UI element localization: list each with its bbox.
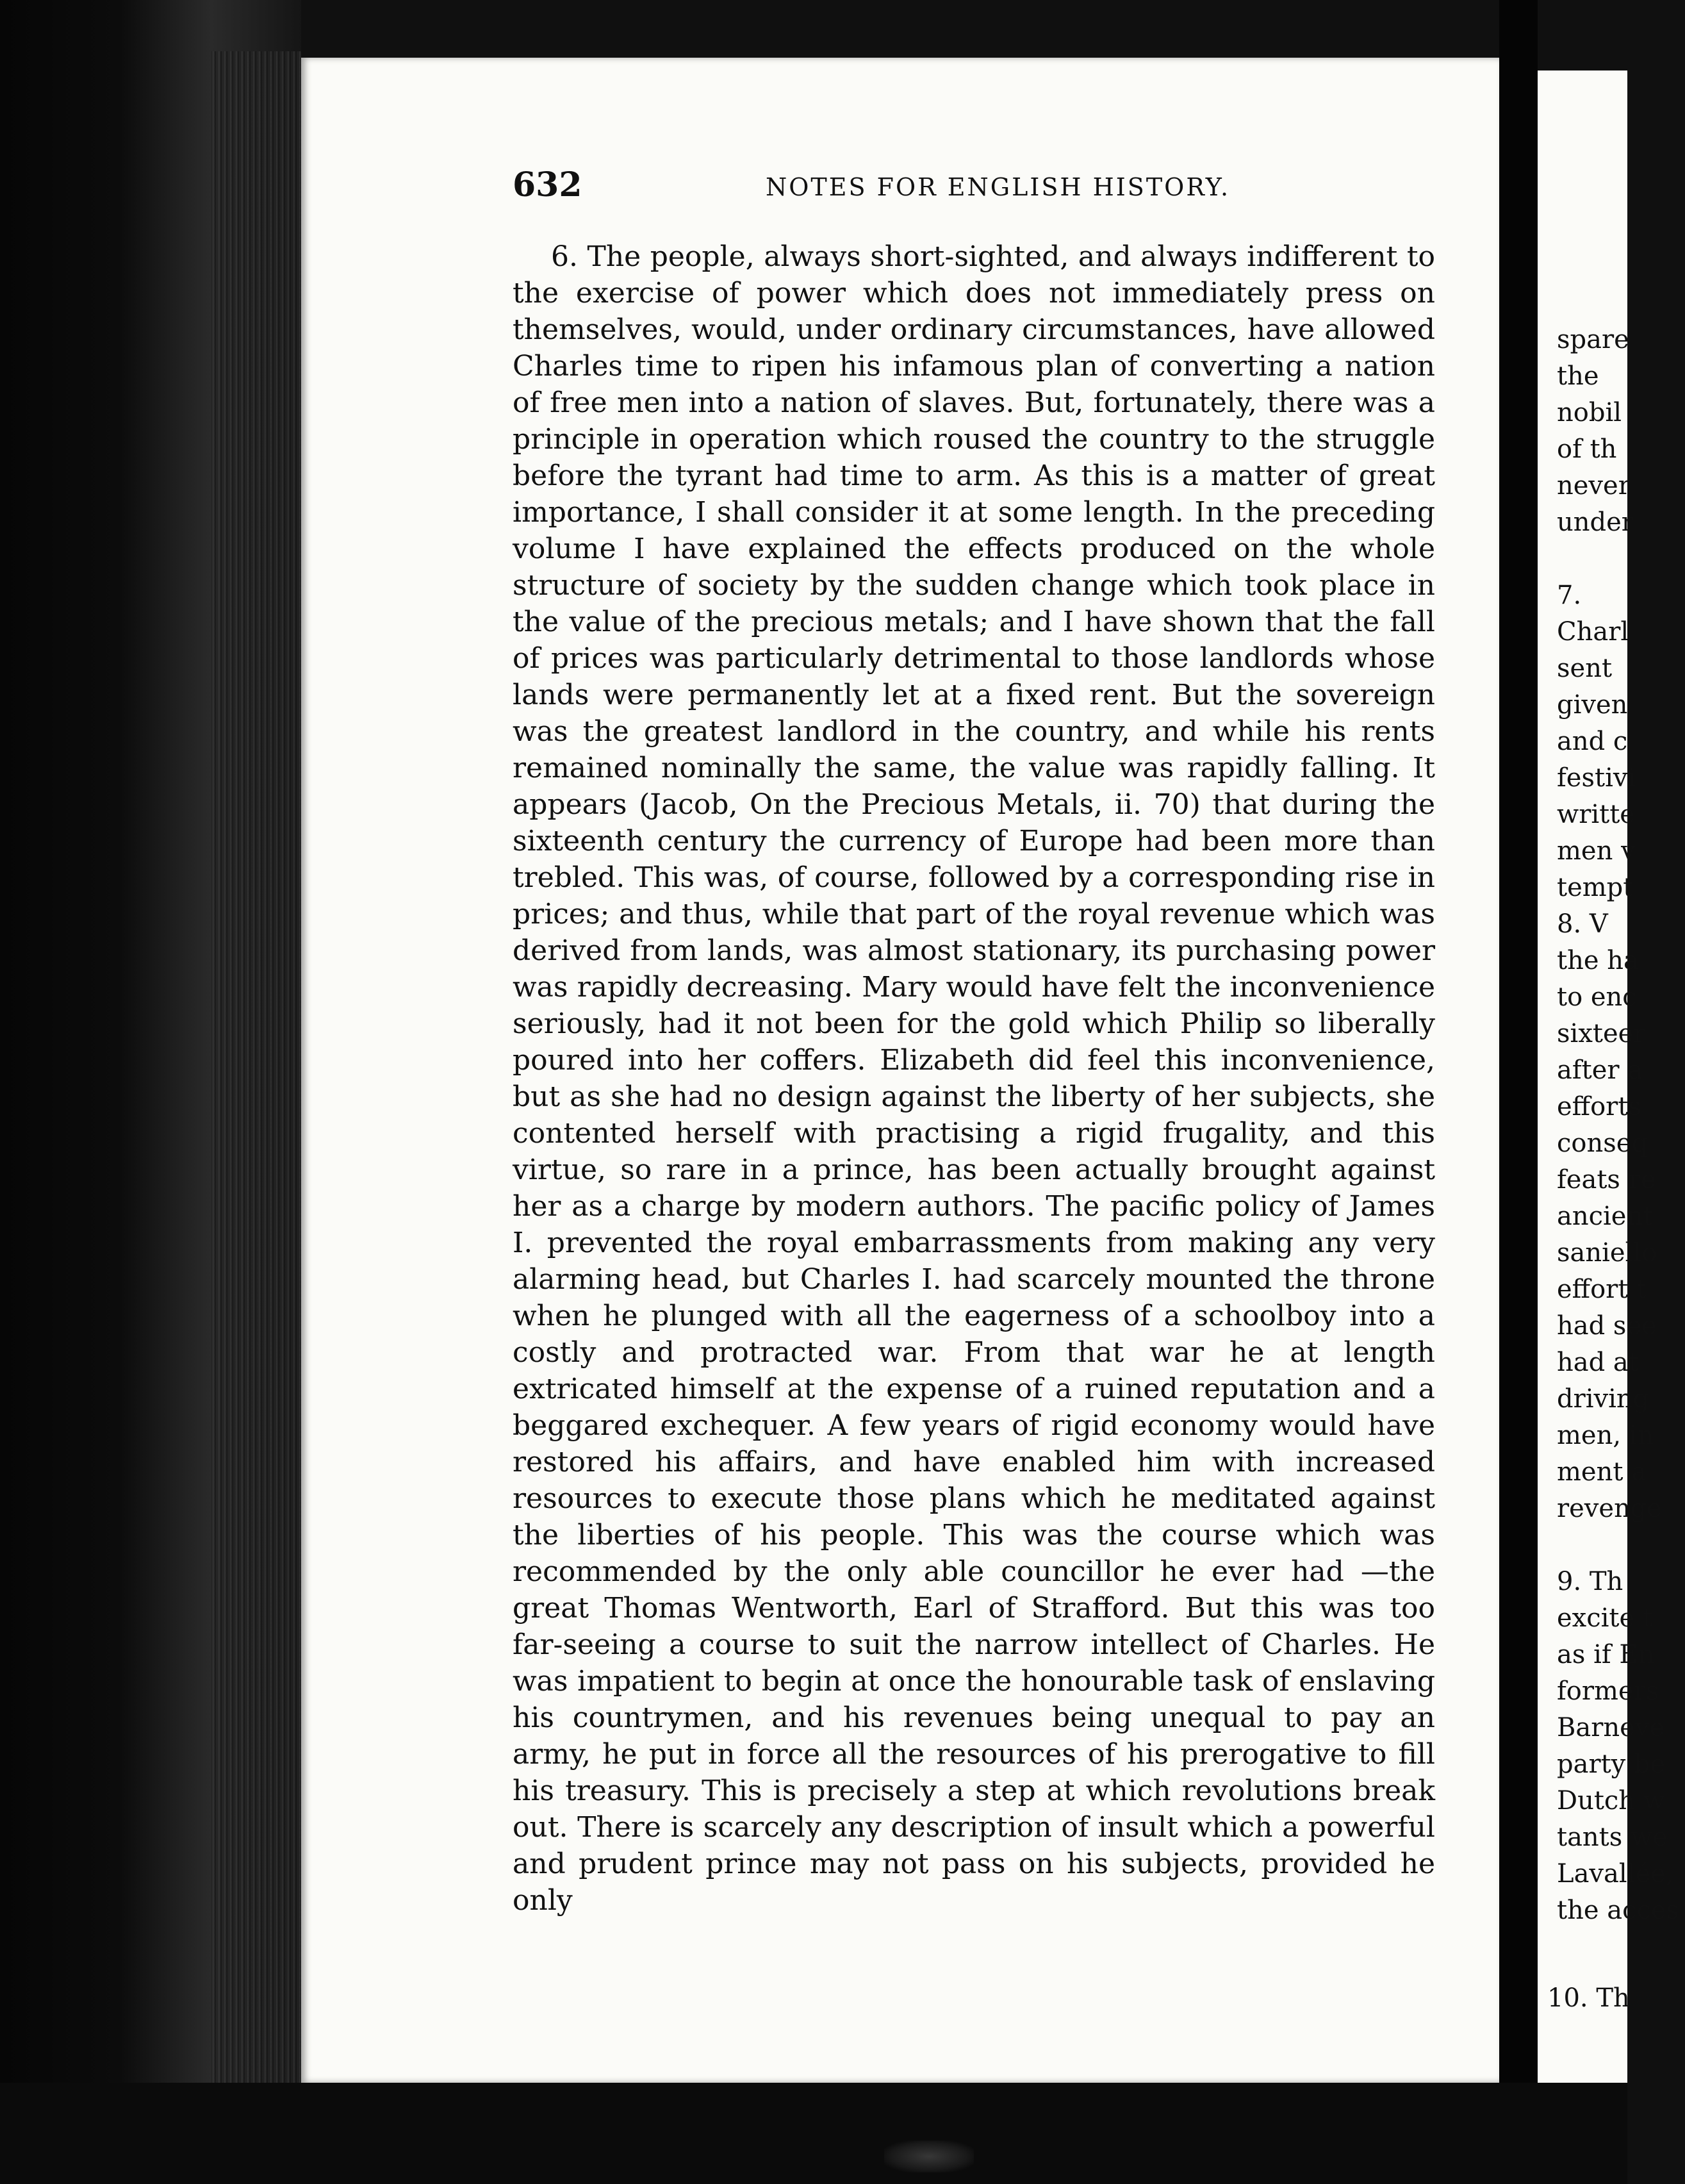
scan-bottom-margin [0, 2083, 1627, 2184]
facing-page-line: spare [1557, 325, 1629, 354]
book-gutter [1499, 0, 1538, 2184]
body-paragraph: 6. The people, always short-sighted, and always indifferent to the exercise of power which does not immediately press on themselves, would, under ordinary circumstances, have allowed Charles time to ripen his infamous plan of converting a nation of free men into a nation of slaves. But, fortunately, there was a principle in operation which roused the country to the struggle before the tyrant had time to arm. As this is a matter of great importance, I shall consider it at some length. In the preceding volume I have explained the effects produced on the whole structure of society by the sudden change which took place in the value of the precious metals; and I have shown that the fall of prices was particularly detrimental to those landlords whose lands were permanently let at a fixed rent. But the sovereign was the greatest landlord in the country, and while his rents remained nominally the same, the value was rapidly falling. It appears (Jacob, On the Precious Metals, ii. 70) that during the sixteenth century the currency of Europe had been more than trebled. This was, of course, followed by a corresponding rise in prices; and thus, while that part of the royal revenue which was derived from lands, was almost stationary, its purchasing power was rapidly decreasing. Mary would have felt the inconvenience seriously, had it not been for the gold which Philip so liberally poured into her coffers. Elizabeth did feel this inconvenience, but as she had no design against the liberty of her subjects, she contented herself with practising a rigid frugality, and this virtue, so rare in a prince, has been actually brought against her as a charge by modern authors. The pacific policy of James I. prevented the royal embarrassments from making any very alarming head, but Charles I. had scarcely mounted the throne when he plunged with all the eagerness of a schoolboy into a costly and protracted war. From that war he at length extricated himself at the expense of a ruined reputation and a beggared exchequer. A few years of rigid economy would have restored his affairs, and have enabled him with increased resources to execute those plans which he meditated against the liberties of his people. This was the course which was recommended by the only able councillor he ever had —the great Thomas Wentworth, Earl of Strafford. But this was too far-seeing a course to suit the narrow intellect of Charles. He was impatient to begin at once the honourable task of enslaving his countrymen, and his revenues being unequal to pay an army, he put in force all the resources of his prerogative to fill his treasury. This is precisely a step at which revolutions break out. There is scarcely any description of insult which a powerful and prudent prince may not pass on his subjects, provided he only [513, 240, 1435, 1917]
facing-page-line: 7. [1557, 581, 1582, 610]
facing-page-line: as if En [1557, 1640, 1655, 1669]
facing-page-line: feats re [1557, 1165, 1656, 1195]
facing-page-line: after a [1557, 1055, 1643, 1085]
facing-page-line: Barneve [1557, 1713, 1665, 1742]
facing-page-line: saniello [1557, 1238, 1657, 1268]
facing-page-line: sixteer [1557, 1019, 1646, 1048]
facing-page-line [1557, 541, 1685, 577]
facing-page-line: given [1557, 690, 1628, 720]
facing-page-line: driving [1557, 1384, 1650, 1414]
facing-page-line: excite t [1557, 1603, 1653, 1633]
page-number: 632 [513, 165, 582, 204]
page-edges [211, 51, 301, 2102]
facing-page-line [1557, 1527, 1685, 1564]
facing-page-line: party be [1557, 1750, 1666, 1779]
facing-page-line: writte [1557, 800, 1635, 829]
facing-page-last-line: 10. Th [1547, 1983, 1630, 2013]
running-title: NOTES FOR ENGLISH HISTORY. [766, 173, 1231, 201]
facing-page-line: Charl [1557, 617, 1629, 647]
facing-page [1538, 70, 1680, 2089]
facing-page-line: festivi [1557, 763, 1636, 793]
facing-page-line: under [1557, 508, 1634, 537]
facing-page-lines [1557, 322, 1685, 1929]
facing-page-line: sent [1557, 654, 1613, 683]
facing-page-line: effort t [1557, 1275, 1647, 1304]
facing-page-line: to enc [1557, 982, 1637, 1012]
facing-page-line: had at [1557, 1348, 1639, 1377]
facing-page-line: the [1557, 361, 1599, 391]
facing-page-line: tempt [1557, 873, 1634, 902]
facing-page-line: Dutch w [1557, 1786, 1666, 1816]
facing-page-line: ancient [1557, 1202, 1654, 1231]
facing-page-line: Lavallée, [1557, 1859, 1674, 1889]
facing-page-line: men v [1557, 836, 1636, 866]
facing-page-line: men, in [1557, 1421, 1654, 1450]
facing-page-line: never [1557, 471, 1631, 500]
facing-page-line: 8. V [1557, 909, 1608, 939]
facing-page-line: formers [1557, 1676, 1659, 1706]
facing-page-line: the ha [1557, 946, 1639, 975]
facing-page-line: had see [1557, 1311, 1657, 1341]
facing-page-line: ment a [1557, 1457, 1647, 1487]
facing-page-line: and c [1557, 727, 1628, 756]
facing-page-line: tants we [1557, 1823, 1668, 1852]
facing-page-line: revenge [1557, 1494, 1663, 1523]
facing-page-line: conseq [1557, 1129, 1648, 1158]
facing-page-line: of th [1557, 434, 1617, 464]
facing-page-line: 9. Th [1557, 1567, 1623, 1596]
facing-page-line: the acces [1557, 1896, 1680, 1925]
facing-page-line: efforts [1557, 1092, 1641, 1121]
ornament-mark [884, 2140, 974, 2172]
facing-page-line: nobil [1557, 398, 1622, 427]
